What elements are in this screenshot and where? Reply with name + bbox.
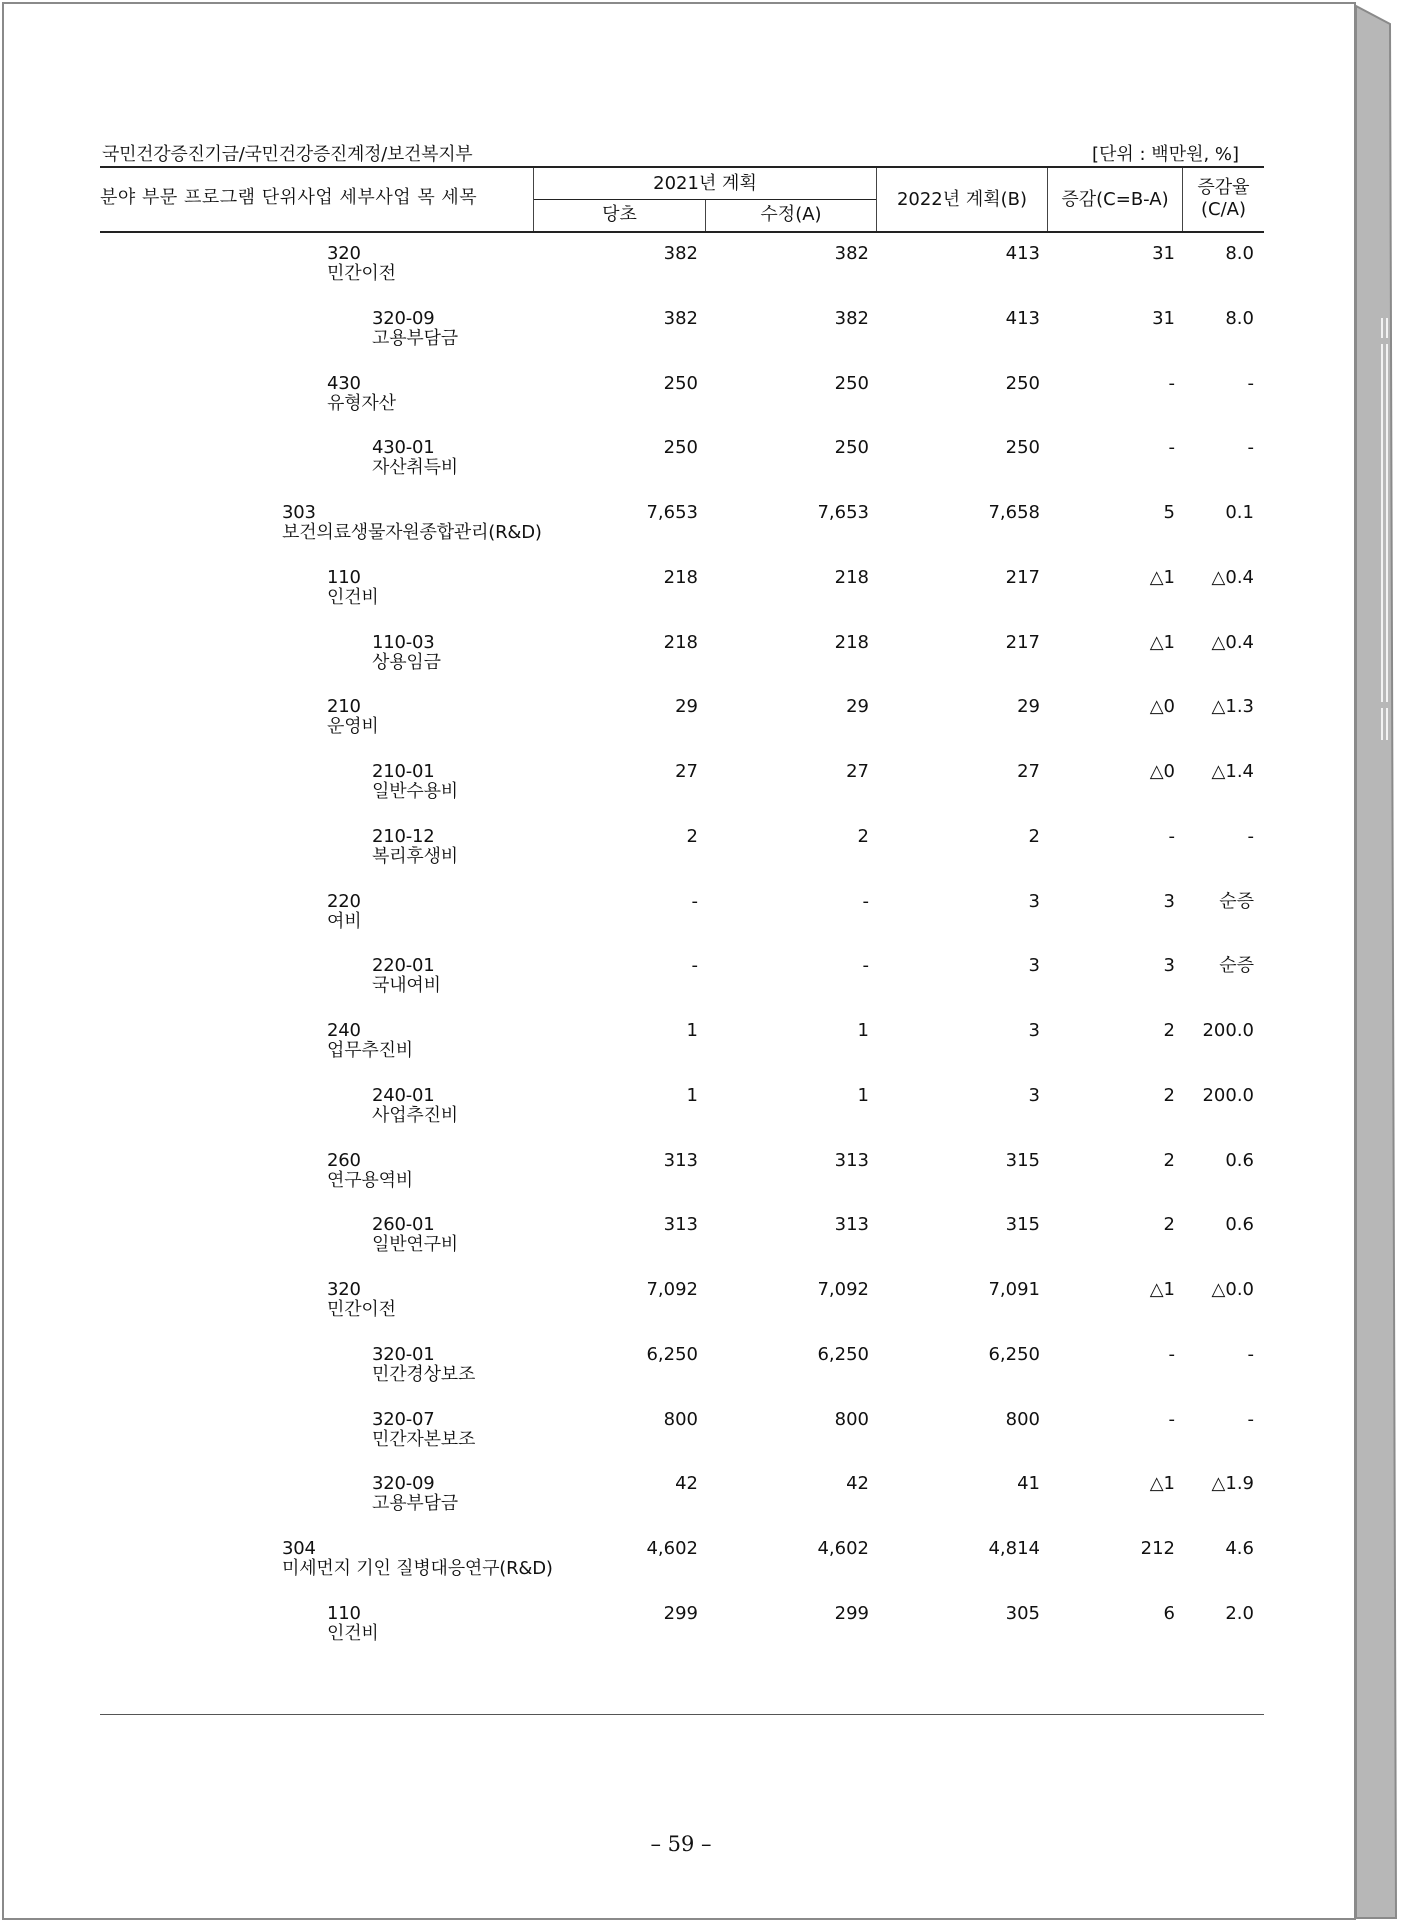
value-2021-initial: 4,602 — [646, 1538, 698, 1559]
value-2021-revised: 7,092 — [817, 1279, 869, 1300]
value-change: △1 — [1149, 631, 1175, 653]
table-row — [4, 827, 1264, 887]
value-change: △0 — [1149, 761, 1175, 782]
item-code: 110 — [327, 566, 361, 588]
value-2021-revised: 27 — [846, 761, 869, 782]
value-2022-plan: 305 — [1005, 1602, 1040, 1624]
value-change-rate: 200.0 — [1202, 1020, 1254, 1041]
value-2021-revised: 299 — [834, 1602, 869, 1624]
value-2021-initial: 27 — [675, 761, 698, 782]
value-2021-initial: 250 — [663, 372, 698, 394]
value-2021-initial: 1 — [686, 1084, 698, 1106]
page-edge-shape — [1356, 2, 1404, 1920]
value-2021-revised: 250 — [834, 372, 869, 394]
table-row — [4, 1474, 1264, 1534]
page — [2, 2, 1356, 1920]
item-name: 복리후생비 — [372, 845, 458, 867]
value-2021-initial: 2 — [686, 825, 698, 847]
value-change: 3 — [1163, 955, 1175, 977]
item-name: 운영비 — [327, 716, 379, 738]
value-2021-revised: 1 — [857, 1084, 869, 1106]
value-2022-plan: 2 — [1028, 825, 1040, 847]
table-row — [4, 438, 1264, 498]
value-change-rate: 순증 — [1219, 890, 1254, 912]
value-change: 2 — [1163, 1084, 1175, 1106]
value-2021-initial: 29 — [675, 696, 698, 718]
value-2021-revised: 800 — [834, 1408, 869, 1430]
table-row — [4, 1151, 1264, 1211]
table-row — [4, 1021, 1264, 1081]
value-2021-revised: 2 — [857, 825, 869, 847]
item-code: 320 — [327, 243, 361, 264]
item-code: 320-09 — [372, 1473, 435, 1495]
item-name: 민간자본보조 — [372, 1428, 476, 1450]
value-2022-plan: 250 — [1005, 372, 1040, 394]
item-code: 240 — [327, 1020, 361, 1041]
item-code: 110 — [327, 1602, 361, 1624]
value-change-rate: 8.0 — [1225, 243, 1254, 264]
value-change: 212 — [1140, 1538, 1175, 1559]
table-row — [4, 1604, 1264, 1664]
value-2022-plan: 3 — [1028, 1084, 1040, 1106]
column-header-change: 증감(C=B-A) — [1061, 189, 1169, 210]
value-change-rate: △0.4 — [1211, 566, 1254, 588]
table-row — [4, 956, 1264, 1016]
item-code: 210-01 — [372, 761, 435, 782]
table-row — [4, 568, 1264, 628]
page-number: – 59 – — [650, 1832, 712, 1856]
value-2022-plan: 3 — [1028, 955, 1040, 977]
value-2021-revised: 250 — [834, 437, 869, 459]
item-code: 303 — [282, 502, 316, 523]
value-2021-initial: 313 — [663, 1149, 698, 1171]
table-row — [4, 1345, 1264, 1405]
value-2021-revised: - — [862, 890, 869, 912]
value-2021-initial: 382 — [663, 307, 698, 329]
item-code: 430-01 — [372, 437, 435, 459]
table-row — [4, 633, 1264, 693]
value-change-rate: 0.1 — [1225, 502, 1254, 523]
value-2021-revised: 7,653 — [817, 502, 869, 523]
item-name: 고용부담금 — [372, 1493, 458, 1515]
value-change-rate: - — [1247, 1343, 1254, 1365]
value-change: △1 — [1149, 1473, 1175, 1495]
value-2022-plan: 800 — [1005, 1408, 1040, 1430]
value-2021-initial: 299 — [663, 1602, 698, 1624]
header-bottom-rule — [100, 231, 1264, 233]
table-row — [4, 244, 1264, 304]
item-code: 304 — [282, 1538, 316, 1559]
value-2022-plan: 315 — [1005, 1214, 1040, 1236]
value-2021-revised: 6,250 — [817, 1343, 869, 1365]
item-code: 110-03 — [372, 631, 435, 653]
item-name: 인건비 — [327, 586, 379, 608]
value-change: - — [1168, 1408, 1175, 1430]
value-2022-plan: 7,091 — [988, 1279, 1040, 1300]
value-2021-initial: 313 — [663, 1214, 698, 1236]
value-change-rate: △0.0 — [1211, 1279, 1254, 1300]
item-name: 사업추진비 — [372, 1104, 458, 1126]
value-2021-revised: 1 — [857, 1020, 869, 1041]
table-row — [4, 1215, 1264, 1275]
table-row — [4, 1280, 1264, 1340]
value-change: 2 — [1163, 1214, 1175, 1236]
value-2022-plan: 315 — [1005, 1149, 1040, 1171]
item-name: 상용임금 — [372, 651, 441, 673]
value-change-rate: △1.3 — [1211, 696, 1254, 718]
column-header-revised: 수정(A) — [760, 204, 822, 225]
value-change-rate: 200.0 — [1202, 1084, 1254, 1106]
value-2021-revised: 42 — [846, 1473, 869, 1495]
value-change: - — [1168, 825, 1175, 847]
value-2021-revised: 4,602 — [817, 1538, 869, 1559]
item-code: 220 — [327, 890, 361, 912]
table-top-rule — [100, 166, 1264, 168]
column-header-2022-plan: 2022년 계획(B) — [896, 189, 1028, 210]
value-2021-initial: 218 — [663, 631, 698, 653]
value-2021-revised: 313 — [834, 1149, 869, 1171]
table-row — [4, 1086, 1264, 1146]
item-name: 인건비 — [327, 1622, 379, 1644]
value-2021-initial: 250 — [663, 437, 698, 459]
value-change: 5 — [1163, 502, 1175, 523]
item-code: 260 — [327, 1149, 361, 1171]
value-2021-revised: 313 — [834, 1214, 869, 1236]
value-change-rate: △0.4 — [1211, 631, 1254, 653]
unit-label: [단위 : 백만원, %] — [1092, 144, 1240, 165]
item-name: 민간이전 — [327, 263, 396, 284]
value-2022-plan: 3 — [1028, 890, 1040, 912]
item-code: 430 — [327, 372, 361, 394]
value-change-rate: △1.9 — [1211, 1473, 1254, 1495]
item-name: 유형자산 — [327, 392, 396, 414]
value-change-rate: 8.0 — [1225, 307, 1254, 329]
column-header-initial: 당초 — [602, 204, 637, 225]
value-change: 3 — [1163, 890, 1175, 912]
table-row — [4, 762, 1264, 822]
item-code: 240-01 — [372, 1084, 435, 1106]
page-edge-tab — [1356, 2, 1404, 1920]
value-change: △1 — [1149, 1279, 1175, 1300]
item-name: 자산취득비 — [372, 457, 458, 479]
value-2021-initial: 800 — [663, 1408, 698, 1430]
item-name: 여비 — [327, 910, 362, 932]
value-2022-plan: 27 — [1017, 761, 1040, 782]
value-change: 6 — [1163, 1602, 1175, 1624]
value-2021-initial: - — [691, 890, 698, 912]
column-header-rate: 증감율 — [1197, 177, 1250, 198]
value-change: 2 — [1163, 1020, 1175, 1041]
table-row — [4, 892, 1264, 952]
value-2022-plan: 6,250 — [988, 1343, 1040, 1365]
item-name: 일반연구비 — [372, 1234, 458, 1256]
value-2021-initial: - — [691, 955, 698, 977]
value-2022-plan: 217 — [1005, 566, 1040, 588]
table-row — [4, 1410, 1264, 1470]
value-2021-initial: 382 — [663, 243, 698, 264]
table-row — [4, 503, 1264, 563]
item-code: 320-01 — [372, 1343, 435, 1365]
table-row — [4, 309, 1264, 369]
value-change-rate: - — [1247, 825, 1254, 847]
value-change: 2 — [1163, 1149, 1175, 1171]
column-header-category: 분야 부문 프로그램 단위사업 세부사업 목 세목 — [100, 187, 478, 208]
table-row — [4, 697, 1264, 757]
document-path-title: 국민건강증진기금/국민건강증진계정/보건복지부 — [102, 144, 473, 165]
value-2022-plan: 250 — [1005, 437, 1040, 459]
table-row — [4, 1539, 1264, 1599]
value-change-rate: - — [1247, 1408, 1254, 1430]
item-name: 미세먼지 기인 질병대응연구(R&D) — [282, 1558, 553, 1579]
value-2021-revised: 29 — [846, 696, 869, 718]
item-code: 320-09 — [372, 307, 435, 329]
item-name: 국내여비 — [372, 975, 441, 997]
item-code: 320-07 — [372, 1408, 435, 1430]
item-name: 고용부담금 — [372, 327, 458, 349]
value-2022-plan: 413 — [1005, 307, 1040, 329]
value-change-rate: 2.0 — [1225, 1602, 1254, 1624]
table-bottom-rule — [100, 1714, 1264, 1715]
column-header-rate-formula: (C/A) — [1201, 199, 1246, 220]
value-2021-initial: 7,653 — [646, 502, 698, 523]
column-header-2021-plan: 2021년 계획 — [653, 173, 757, 194]
value-2021-revised: 218 — [834, 566, 869, 588]
value-change-rate: 4.6 — [1225, 1538, 1254, 1559]
item-name: 보건의료생물자원종합관리(R&D) — [282, 522, 542, 543]
item-name: 민간경상보조 — [372, 1363, 476, 1385]
value-change-rate: - — [1247, 372, 1254, 394]
value-change-rate: - — [1247, 437, 1254, 459]
table-row — [4, 374, 1264, 434]
value-2021-revised: 218 — [834, 631, 869, 653]
value-2022-plan: 217 — [1005, 631, 1040, 653]
value-2021-revised: - — [862, 955, 869, 977]
value-2022-plan: 3 — [1028, 1020, 1040, 1041]
value-2021-revised: 382 — [834, 307, 869, 329]
item-name: 업무추진비 — [327, 1040, 413, 1061]
value-2021-initial: 6,250 — [646, 1343, 698, 1365]
value-change: △0 — [1149, 696, 1175, 718]
value-change: - — [1168, 1343, 1175, 1365]
item-code: 210-12 — [372, 825, 435, 847]
value-2022-plan: 413 — [1005, 243, 1040, 264]
value-change: 31 — [1152, 307, 1175, 329]
value-2022-plan: 41 — [1017, 1473, 1040, 1495]
value-change: - — [1168, 437, 1175, 459]
value-2021-initial: 42 — [675, 1473, 698, 1495]
item-code: 210 — [327, 696, 361, 718]
value-2021-initial: 1 — [686, 1020, 698, 1041]
value-change: 31 — [1152, 243, 1175, 264]
item-code: 320 — [327, 1279, 361, 1300]
value-2022-plan: 29 — [1017, 696, 1040, 718]
item-name: 민간이전 — [327, 1299, 396, 1320]
value-change-rate: 0.6 — [1225, 1149, 1254, 1171]
value-change: △1 — [1149, 566, 1175, 588]
value-2021-initial: 218 — [663, 566, 698, 588]
item-code: 220-01 — [372, 955, 435, 977]
value-2021-initial: 7,092 — [646, 1279, 698, 1300]
value-2022-plan: 4,814 — [988, 1538, 1040, 1559]
value-change-rate: 0.6 — [1225, 1214, 1254, 1236]
value-change-rate: 순증 — [1219, 955, 1254, 977]
item-name: 일반수용비 — [372, 781, 458, 802]
item-code: 260-01 — [372, 1214, 435, 1236]
item-name: 연구용역비 — [327, 1169, 413, 1191]
value-change: - — [1168, 372, 1175, 394]
value-change-rate: △1.4 — [1211, 761, 1254, 782]
value-2021-revised: 382 — [834, 243, 869, 264]
value-2022-plan: 7,658 — [988, 502, 1040, 523]
